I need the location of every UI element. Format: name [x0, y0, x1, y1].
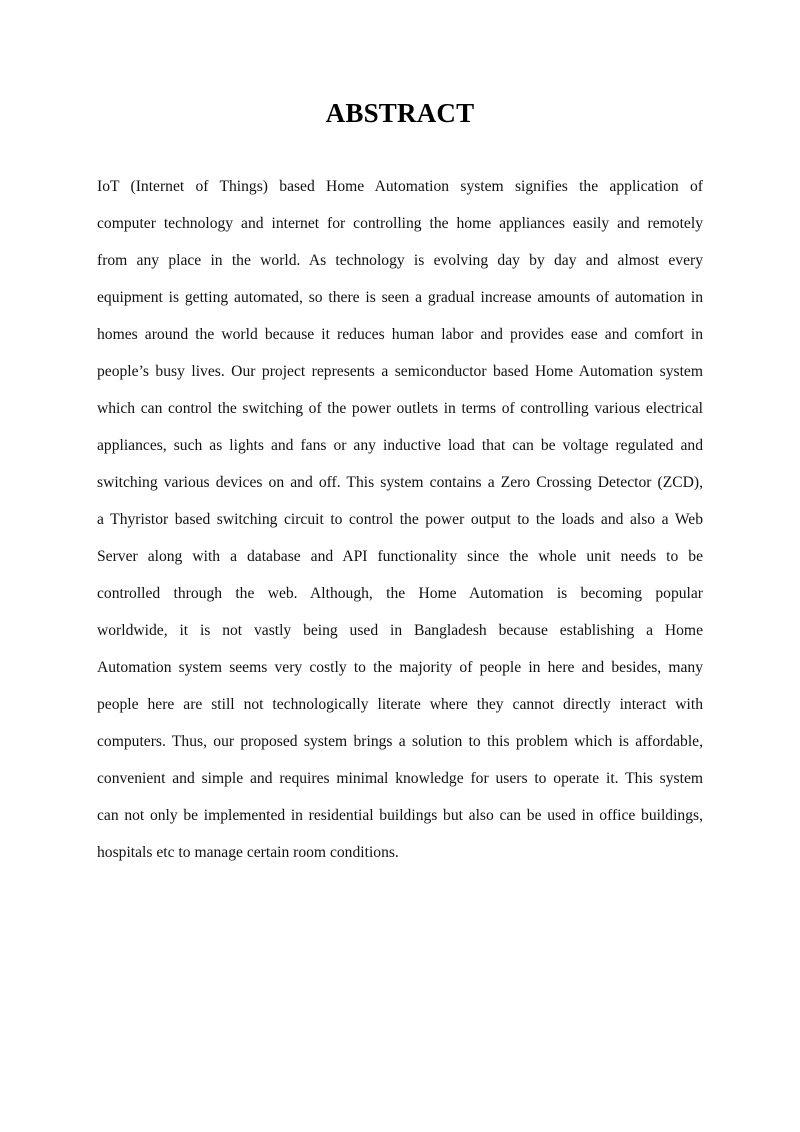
paragraph-line: can not only be implemented in residential buildings but also can be used in office buildings,	[97, 807, 703, 824]
paragraph-line: Server along with a database and API functionality since the whole unit needs to be	[97, 548, 703, 565]
paragraph-line: homes around the world because it reduces human labor and provides ease and comfort in	[97, 326, 703, 343]
paragraph-line: computers. Thus, our proposed system brings a solution to this problem which is affordable,	[97, 733, 703, 750]
abstract-heading: ABSTRACT	[325, 98, 475, 128]
abstract-paragraph	[97, 168, 703, 871]
paragraph-line: computer technology and internet for controlling the home appliances easily and remotely	[97, 215, 703, 232]
paragraph-line: convenient and simple and requires minimal knowledge for users to operate it. This system	[97, 770, 703, 787]
paragraph-line: a Thyristor based switching circuit to control the power output to the loads and also a Web	[97, 511, 703, 528]
paragraph-line: appliances, such as lights and fans or any inductive load that can be voltage regulated and	[97, 437, 703, 454]
paragraph-line: switching various devices on and off. This system contains a Zero Crossing Detector (ZCD),	[97, 474, 703, 491]
paragraph-line: which can control the switching of the power outlets in terms of controlling various electrical	[97, 400, 703, 417]
paragraph-line: hospitals etc to manage certain room conditions.	[97, 844, 399, 861]
paragraph-line: equipment is getting automated, so there is seen a gradual increase amounts of automation in	[97, 289, 703, 306]
paragraph-line: people’s busy lives. Our project represents a semiconductor based Home Automation system	[97, 363, 703, 380]
paragraph-line: worldwide, it is not vastly being used in Bangladesh because establishing a Home	[97, 622, 703, 639]
paragraph-line: IoT (Internet of Things) based Home Automation system signifies the application of	[97, 178, 703, 195]
paragraph-line: from any place in the world. As technology is evolving day by day and almost every	[97, 252, 703, 269]
paragraph-line: people here are still not technologically literate where they cannot directly interact with	[97, 696, 703, 713]
paragraph-line: Automation system seems very costly to the majority of people in here and besides, many	[97, 659, 703, 676]
paragraph-line: controlled through the web. Although, the Home Automation is becoming popular	[97, 585, 703, 602]
